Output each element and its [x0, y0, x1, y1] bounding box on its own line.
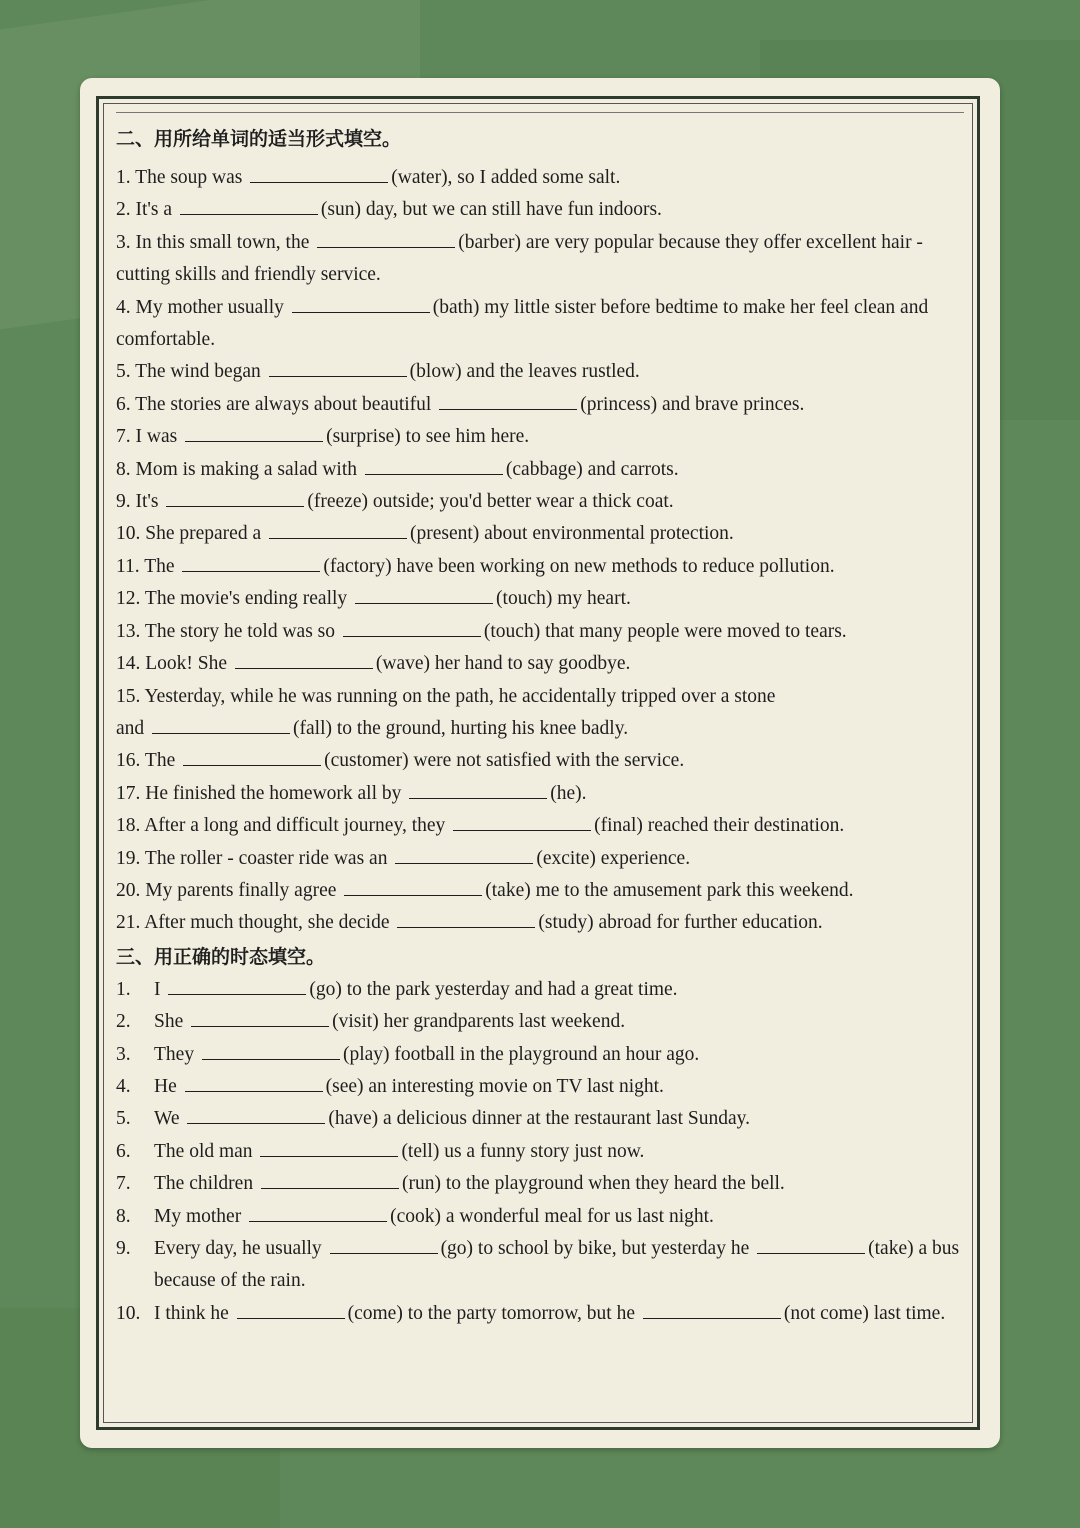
question-number: 14. — [116, 653, 141, 675]
word-hint: (water), so I added some salt. — [391, 167, 621, 188]
question-text: My mother usually — [135, 296, 284, 318]
question-number: 10. — [116, 1302, 141, 1324]
answer-blank[interactable] — [168, 976, 306, 995]
question-item — [116, 518, 976, 550]
question-number: 3. — [116, 1043, 131, 1065]
question-text: We — [154, 1108, 180, 1130]
word-hint: (take) a bus because of the rain. — [154, 1238, 960, 1292]
question-text: After much thought, she decide — [144, 912, 390, 934]
answer-blank[interactable] — [344, 877, 482, 896]
question-item — [116, 194, 976, 226]
answer-blank[interactable] — [249, 1203, 387, 1222]
section-2-title: 二、用所给单词的适当形式填空。 — [116, 128, 402, 150]
word-hint: (present) about environmental protection. — [409, 523, 734, 545]
question-text: The children — [154, 1173, 254, 1195]
question-item — [116, 162, 976, 194]
answer-blank[interactable] — [757, 1235, 865, 1254]
question-item — [116, 1168, 976, 1200]
question-text: Yesterday, while he was running on the path, he accidentally tripped over a stone — [144, 685, 776, 707]
answer-blank[interactable] — [260, 1138, 398, 1157]
question-item — [116, 454, 976, 486]
question-number: 8. — [116, 1205, 131, 1227]
word-hint: (run) to the playground when they heard the bell. — [401, 1173, 785, 1195]
top-divider — [116, 112, 964, 113]
word-hint: (cook) a wonderful meal for us last night. — [390, 1205, 714, 1227]
section-3-questions — [116, 974, 976, 1330]
answer-blank[interactable] — [180, 196, 318, 215]
question-text: Mom is making a salad with — [135, 458, 358, 480]
word-hint: (blow) and the leaves rustled. — [409, 361, 640, 383]
question-text: The stories are always about beautiful — [135, 393, 432, 415]
question-number: 10. — [116, 523, 141, 545]
question-text: He finished the homework all by — [145, 782, 402, 804]
word-hint: (final) reached their destination. — [594, 815, 845, 837]
word-hint: (surprise) to see him here. — [326, 426, 530, 448]
answer-blank[interactable] — [395, 845, 533, 864]
question-number: 19. — [116, 847, 141, 869]
answer-blank[interactable] — [182, 553, 320, 572]
worksheet-paper — [80, 78, 1000, 1448]
question-item — [116, 389, 976, 421]
answer-blank[interactable] — [185, 423, 323, 442]
question-text: It's — [135, 491, 159, 513]
word-hint: (customer) were not satisfied with the service. — [324, 750, 685, 772]
page-mark: - — [538, 1422, 542, 1433]
answer-blank[interactable] — [409, 780, 547, 799]
question-text: Every day, he usually — [154, 1238, 322, 1259]
question-number: 21. — [116, 912, 141, 934]
answer-blank[interactable] — [330, 1235, 438, 1254]
question-number: 5. — [116, 1108, 131, 1130]
question-text: It's a — [135, 199, 173, 221]
word-hint: (fall) to the ground, hurting his knee badly. — [293, 717, 629, 739]
question-item — [116, 616, 976, 648]
question-item — [116, 778, 976, 810]
question-item — [116, 648, 976, 680]
answer-blank[interactable] — [343, 618, 481, 637]
word-hint: (excite) experience. — [536, 847, 691, 869]
question-number: 1. — [116, 167, 131, 188]
question-item — [116, 1006, 976, 1038]
word-hint: (touch) my heart. — [496, 588, 631, 610]
question-number: 4. — [116, 1075, 131, 1097]
answer-blank[interactable] — [202, 1041, 340, 1060]
question-text: My parents finally agree — [145, 879, 337, 901]
section-3-title: 三、用正确的时态填空。 — [116, 945, 326, 968]
question-text: They — [154, 1043, 195, 1065]
word-hint: (princess) and brave princes. — [580, 393, 805, 415]
question-text: I think he — [154, 1302, 229, 1324]
question-number: 18. — [116, 815, 141, 837]
question-text: I — [154, 978, 161, 1000]
question-item — [116, 486, 976, 518]
question-number: 9. — [116, 491, 131, 513]
question-number: 1. — [116, 978, 131, 1000]
answer-blank[interactable] — [292, 294, 430, 313]
word-hint: (cabbage) and carrots. — [505, 458, 679, 480]
answer-blank[interactable] — [261, 1170, 399, 1189]
question-item — [116, 551, 976, 583]
question-item — [116, 875, 976, 907]
question-number: 5. — [116, 361, 131, 383]
question-item — [116, 583, 976, 615]
answer-blank[interactable] — [185, 1073, 323, 1092]
word-hint: (he). — [550, 782, 587, 804]
answer-blank[interactable] — [191, 1008, 329, 1027]
question-item — [116, 292, 976, 357]
word-hint: (touch) that many people were moved to tears. — [483, 620, 847, 642]
question-item — [116, 1136, 976, 1168]
answer-blank[interactable] — [453, 812, 591, 831]
question-number: 15. — [116, 685, 141, 707]
question-text: The roller - coaster ride was an — [144, 847, 388, 869]
word-hint: (sun) day, but we can still have fun indoors. — [320, 199, 662, 221]
question-number: 6. — [116, 393, 131, 415]
question-number: 20. — [116, 879, 141, 901]
question-text: He — [154, 1075, 177, 1097]
question-number: 12. — [116, 588, 141, 610]
question-text: She prepared a — [145, 523, 262, 545]
question-text: The wind began — [135, 361, 261, 383]
question-item — [116, 974, 976, 1006]
answer-blank[interactable] — [365, 456, 503, 475]
question-number: 8. — [116, 458, 131, 480]
answer-blank[interactable] — [183, 747, 321, 766]
word-hint: (bath) my little sister before bedtime to make her feel clean and comfortable. — [116, 296, 929, 351]
question-text: and — [116, 717, 145, 739]
question-number: 9. — [116, 1238, 131, 1259]
question-item — [116, 356, 976, 388]
question-number: 2. — [116, 1011, 131, 1033]
question-item — [116, 843, 976, 875]
question-text: (come) to the party tomorrow, but he — [347, 1302, 635, 1324]
answer-blank[interactable] — [355, 585, 493, 604]
question-text: The — [144, 750, 176, 772]
question-number: 4. — [116, 296, 131, 318]
answer-blank[interactable] — [397, 909, 535, 928]
word-hint: (visit) her grandparents last weekend. — [332, 1011, 626, 1033]
question-text: (go) to school by bike, but yesterday he — [440, 1238, 750, 1259]
question-text: The story he told was so — [144, 620, 336, 642]
answer-blank[interactable] — [187, 1105, 325, 1124]
question-item — [116, 681, 976, 746]
word-hint: (see) an interesting movie on TV last night. — [325, 1075, 664, 1097]
question-number: 17. — [116, 782, 141, 804]
question-number: 6. — [116, 1140, 131, 1162]
question-text: The soup was — [135, 167, 243, 188]
answer-blank[interactable] — [643, 1300, 781, 1319]
answer-blank[interactable] — [269, 358, 407, 377]
question-item — [116, 1103, 976, 1135]
answer-blank[interactable] — [317, 229, 455, 248]
question-text: The — [144, 555, 175, 577]
question-text: Look! She — [145, 653, 228, 675]
answer-blank[interactable] — [237, 1300, 345, 1319]
word-hint: (freeze) outside; you'd better wear a thick coat. — [307, 491, 674, 513]
word-hint: (play) football in the playground an hour ago. — [342, 1043, 700, 1065]
word-hint: (go) to the park yesterday and had a great time. — [309, 978, 678, 1000]
question-text: My mother — [154, 1205, 242, 1227]
word-hint: (have) a delicious dinner at the restaurant last Sunday. — [328, 1108, 751, 1130]
question-item — [116, 1201, 976, 1233]
question-item — [116, 1298, 976, 1330]
word-hint: (tell) us a funny story just now. — [401, 1140, 645, 1162]
question-text: The old man — [154, 1140, 253, 1162]
answer-blank[interactable] — [166, 488, 304, 507]
word-hint: (factory) have been working on new methods to reduce pollution. — [323, 555, 835, 577]
word-hint: (barber) are very popular because they offer excellent hair - cutting skills and friendly service. — [116, 231, 923, 286]
question-item — [116, 810, 976, 842]
answer-blank[interactable] — [269, 520, 407, 539]
question-number: 7. — [116, 1173, 131, 1195]
answer-blank[interactable] — [152, 715, 290, 734]
worksheet-content — [116, 122, 976, 1330]
question-number: 13. — [116, 620, 141, 642]
question-text: In this small town, the — [135, 231, 310, 253]
question-number: 3. — [116, 231, 131, 253]
word-hint: (not come) last time. — [783, 1302, 946, 1324]
question-number: 7. — [116, 426, 131, 448]
question-number: 11. — [116, 555, 140, 577]
question-item — [116, 907, 976, 939]
question-item — [116, 227, 976, 292]
question-item — [116, 745, 976, 777]
question-number: 16. — [116, 750, 141, 772]
answer-blank[interactable] — [235, 650, 373, 669]
word-hint: (take) me to the amusement park this weekend. — [485, 879, 854, 901]
question-text: The movie's ending really — [144, 588, 348, 610]
question-item — [116, 1039, 976, 1071]
question-item — [116, 421, 976, 453]
question-text: She — [154, 1011, 184, 1033]
question-item — [116, 1233, 976, 1298]
question-item — [116, 1071, 976, 1103]
question-number: 2. — [116, 199, 131, 221]
answer-blank[interactable] — [439, 391, 577, 410]
section-2-questions — [116, 162, 976, 940]
question-text: After a long and difficult journey, they — [144, 815, 446, 837]
word-hint: (study) abroad for further education. — [538, 912, 823, 934]
question-text: I was — [135, 426, 178, 448]
word-hint: (wave) her hand to say goodbye. — [375, 653, 631, 675]
answer-blank[interactable] — [250, 164, 388, 183]
